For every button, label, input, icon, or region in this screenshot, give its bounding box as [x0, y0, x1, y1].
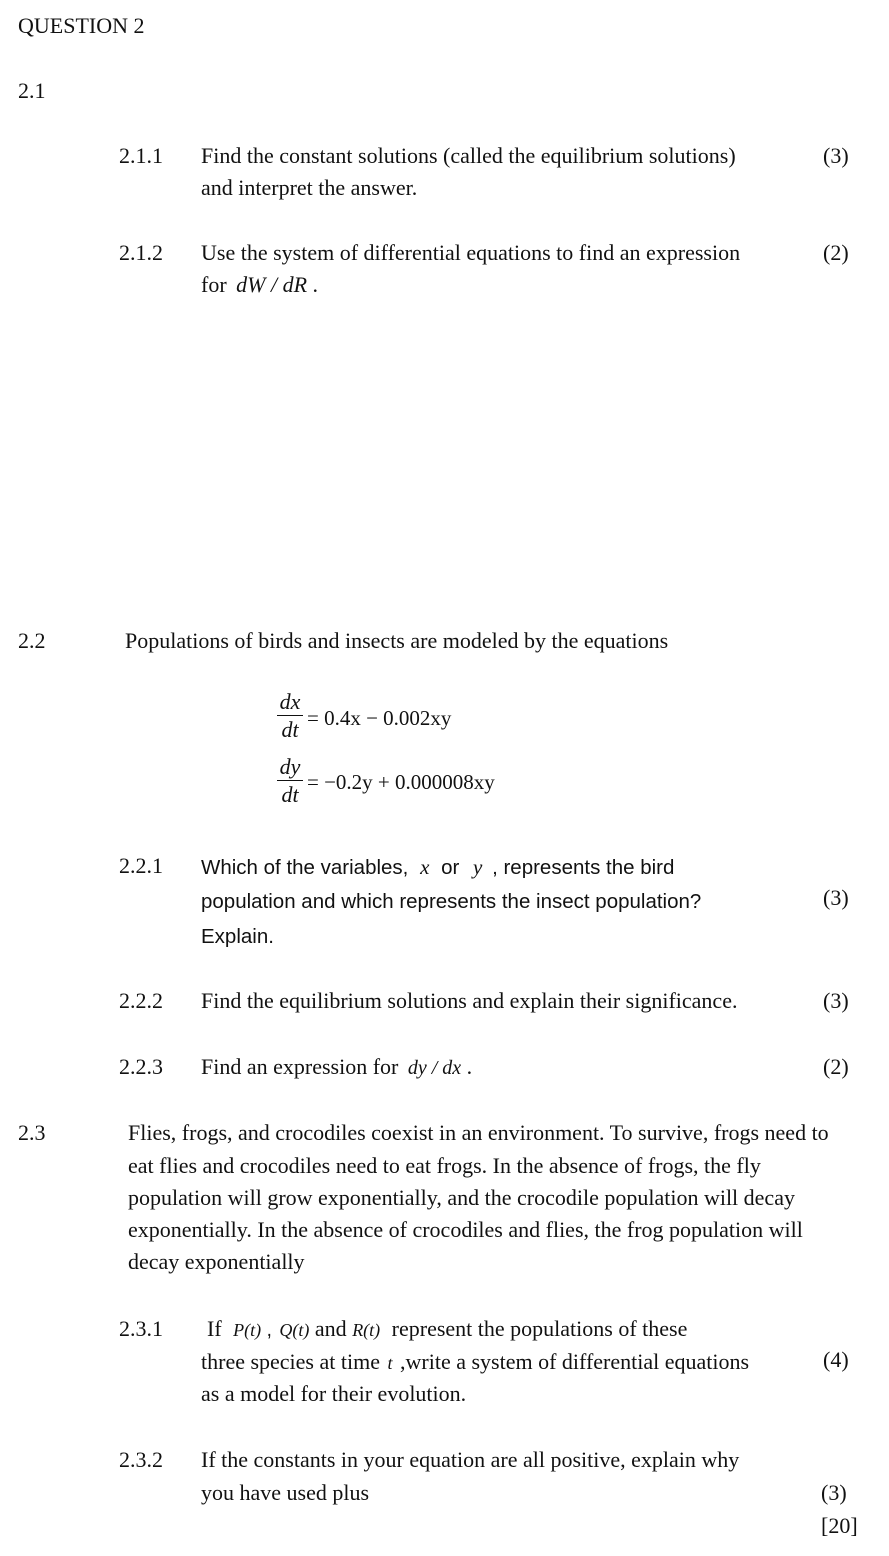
- q-2-2-3-period: .: [466, 1054, 473, 1079]
- equation-2-fraction: [277, 755, 303, 807]
- q-2-2-1-line1: [201, 855, 674, 880]
- q-2-2-1-line1-post: , represents the bird: [492, 856, 675, 879]
- q-2-2-1-line3: Explain.: [201, 925, 274, 948]
- equation-2-rhs: = −0.2y + 0.000008xy: [307, 770, 495, 794]
- math-t: t: [387, 1353, 393, 1373]
- q-2-3-1-line1-post: represent the populations of these: [391, 1316, 688, 1341]
- section-2-3-paragraph-line: eat flies and crocodiles need to eat frogs. In the absence of frogs, the fly: [128, 1153, 761, 1178]
- q-2-1-2-period: .: [312, 272, 319, 297]
- math-p-of-t: P(t): [233, 1320, 262, 1340]
- q-2-2-3-marks: (2): [823, 1054, 849, 1079]
- q-2-1-1-line1: Find the constant solutions (called the equilibrium solutions): [201, 143, 736, 168]
- q-2-2-2-number: 2.2.2: [119, 988, 163, 1013]
- q-2-3-1-line1: [207, 1316, 687, 1342]
- section-2-3-paragraph-line: decay exponentially: [128, 1249, 305, 1274]
- q-2-2-1-or: or: [441, 856, 460, 879]
- q-2-3-1-line2-pre: three species at time: [201, 1349, 380, 1374]
- math-q-of-t: Q(t): [279, 1320, 310, 1340]
- q-2-2-3-text: [201, 1054, 472, 1080]
- q-2-1-2-line1: Use the system of differential equations to find an expression: [201, 240, 741, 265]
- q-2-1-1-number: 2.1.1: [119, 143, 163, 168]
- q-2-1-2-line2: [201, 272, 318, 298]
- q-2-3-1-line2-post: ,write a system of differential equations: [400, 1349, 750, 1374]
- q-2-3-2-line2: you have used plus: [201, 1480, 370, 1505]
- equation-1-numerator: dx: [279, 689, 301, 714]
- math-r-of-t: R(t): [352, 1320, 381, 1340]
- math-dy-dx: dy / dx: [407, 1057, 462, 1079]
- q-2-2-1-number: 2.2.1: [119, 853, 163, 878]
- equation-1-denominator: dt: [281, 717, 299, 742]
- q-2-2-3-number: 2.2.3: [119, 1054, 163, 1079]
- section-2-2-intro: Populations of birds and insects are modeled by the equations: [125, 628, 669, 653]
- math-dw-dr: dW / dR: [236, 272, 308, 297]
- q-2-3-1-line2: [201, 1349, 749, 1375]
- q-2-2-1-line2: population and which represents the insect population?: [201, 890, 702, 913]
- variable-y: y: [473, 855, 483, 879]
- section-2-3-number: 2.3: [18, 1120, 46, 1145]
- q-2-3-2-marks: (3): [821, 1480, 847, 1505]
- q-2-2-3-text-pre: Find an expression for: [201, 1054, 399, 1079]
- equation-1-rhs: = 0.4x − 0.002xy: [307, 706, 452, 730]
- q-2-3-2-number: 2.3.2: [119, 1447, 163, 1472]
- q-2-3-1-number: 2.3.1: [119, 1316, 163, 1341]
- total-marks: [20]: [821, 1513, 858, 1538]
- q-2-1-1-line2: and interpret the answer.: [201, 175, 418, 200]
- question-heading: QUESTION 2: [18, 13, 145, 38]
- equation-1-fraction-bar: [277, 715, 303, 716]
- q-2-3-1-line3: as a model for their evolution.: [201, 1381, 467, 1406]
- section-2-1-number: 2.1: [18, 78, 46, 103]
- q-2-2-1-line1-pre: Which of the variables,: [201, 856, 409, 879]
- section-2-3-paragraph-line: exponentially. In the absence of crocodiles and flies, the frog population will: [128, 1217, 803, 1242]
- q-2-3-2-line1: If the constants in your equation are all positive, explain why: [201, 1447, 740, 1472]
- q-2-3-1-if: If: [207, 1316, 222, 1341]
- q-2-2-2-marks: (3): [823, 988, 849, 1013]
- equation-2-denominator: dt: [281, 782, 299, 807]
- equation-2-fraction-bar: [277, 780, 303, 781]
- q-2-1-1-marks: (3): [823, 143, 849, 168]
- section-2-2-number: 2.2: [18, 628, 46, 653]
- q-2-3-1-and: and: [314, 1316, 347, 1341]
- q-2-2-1-marks: (3): [823, 885, 849, 910]
- q-2-1-2-number: 2.1.2: [119, 240, 163, 265]
- q-2-1-2-line2-pre: for: [201, 272, 227, 297]
- equation-2-numerator: dy: [279, 754, 301, 779]
- section-2-3-paragraph-line: population will grow exponentially, and the crocodile population will decay: [128, 1185, 795, 1210]
- equation-1-fraction: [277, 690, 303, 742]
- section-2-3-paragraph-line: Flies, frogs, and crocodiles coexist in an environment. To survive, frogs need to: [128, 1120, 829, 1145]
- q-2-3-1-marks: (4): [823, 1347, 849, 1372]
- q-2-2-2-text: Find the equilibrium solutions and explain their significance.: [201, 988, 738, 1013]
- q-2-3-1-comma: ,: [266, 1320, 272, 1341]
- q-2-1-2-marks: (2): [823, 240, 849, 265]
- variable-x: x: [420, 855, 430, 879]
